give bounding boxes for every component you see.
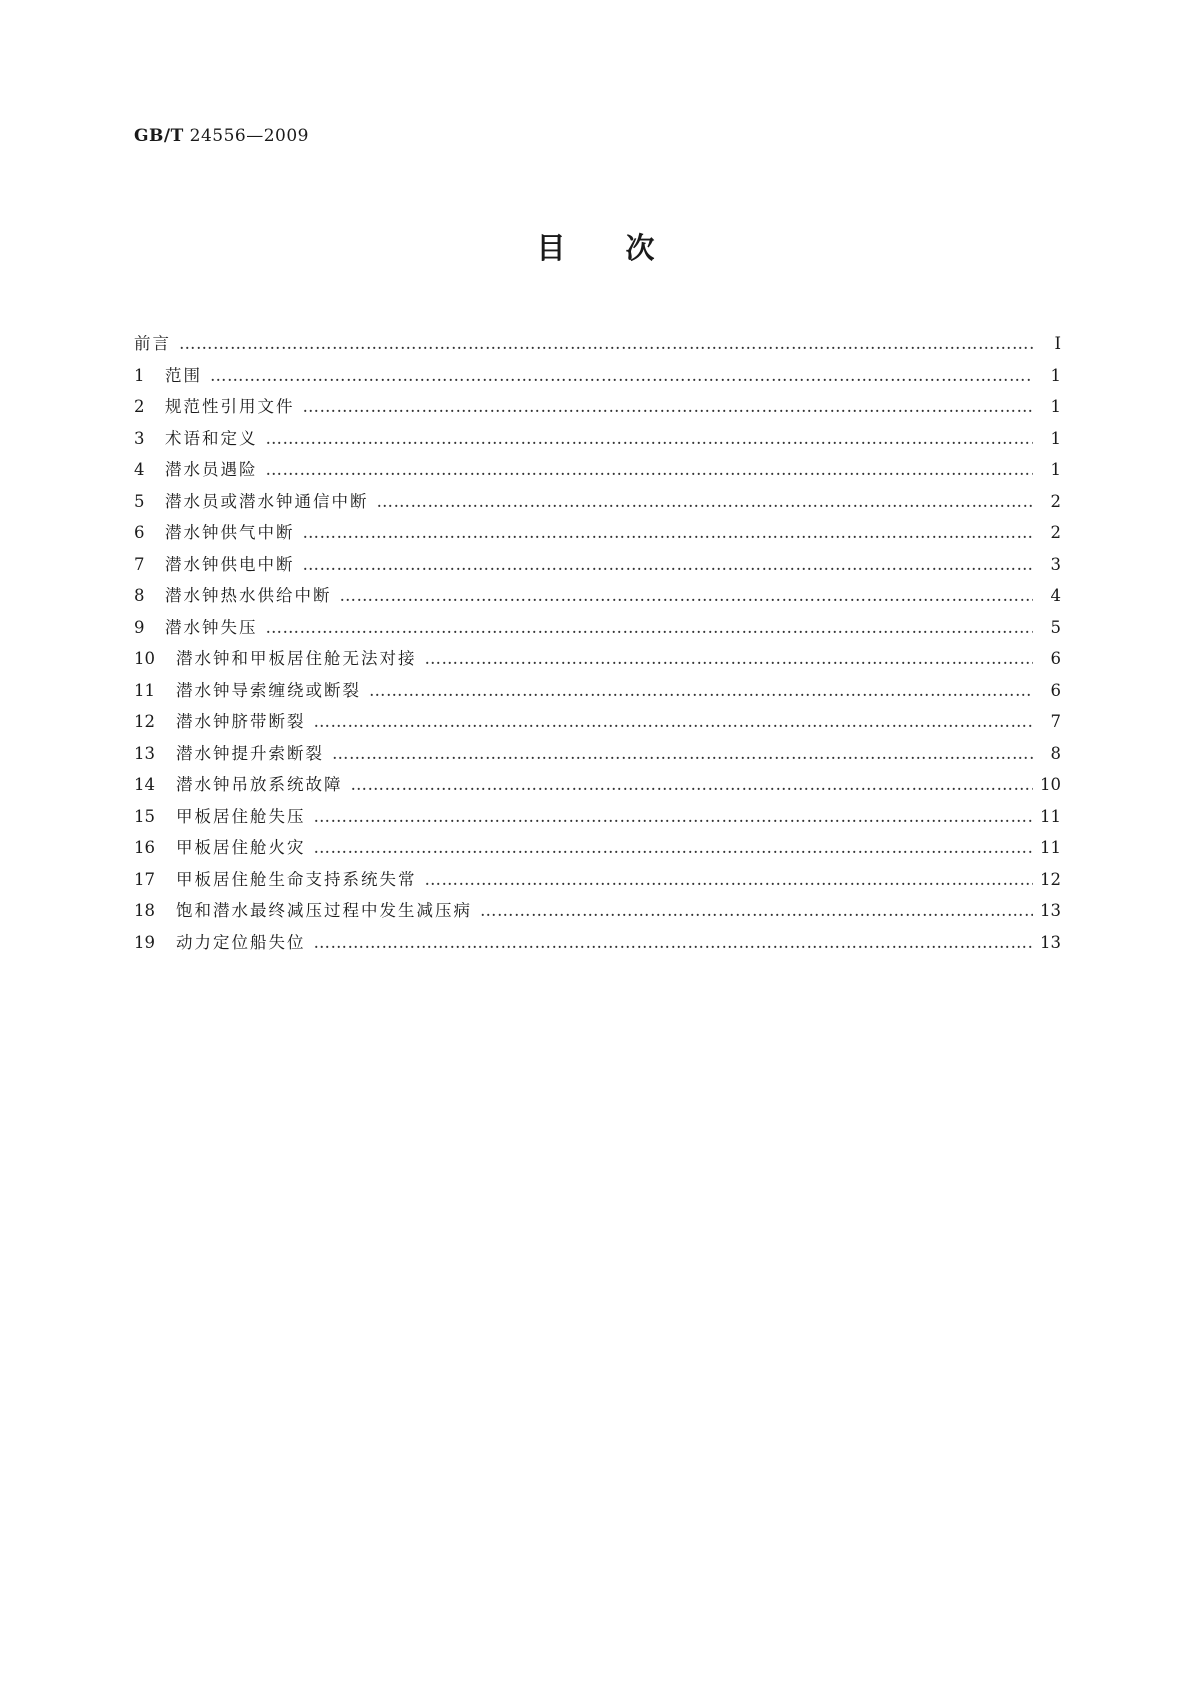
- toc-entry-number: 9: [134, 617, 145, 637]
- toc-entry-title: 潜水钟失压: [165, 617, 258, 637]
- toc-entry-page: 7: [1050, 712, 1061, 731]
- toc-entry-page: 1: [1050, 460, 1061, 479]
- standard-code: [134, 126, 309, 146]
- toc-entry-title: 范围: [165, 365, 202, 385]
- toc-entry-number: 8: [134, 586, 145, 605]
- toc-leader-dots: [314, 927, 1034, 959]
- toc-entry[interactable]: [134, 328, 1061, 360]
- toc-entry-page: 4: [1050, 586, 1061, 605]
- toc-entry[interactable]: [134, 549, 1061, 581]
- toc-entry-title: 前言: [134, 334, 171, 353]
- toc-entry-number: 14: [134, 775, 155, 794]
- table-of-contents: [134, 328, 1061, 958]
- toc-entry-number: 11: [134, 680, 155, 700]
- toc-entry[interactable]: [134, 927, 1061, 959]
- toc-entry-title: 规范性引用文件: [165, 397, 295, 416]
- toc-entry-number: 6: [134, 523, 145, 542]
- toc-leader-dots: [314, 832, 1034, 864]
- toc-entry[interactable]: [134, 706, 1061, 738]
- toc-entry[interactable]: [134, 738, 1061, 770]
- toc-entry-page: 3: [1050, 554, 1061, 574]
- toc-leader-dots: [340, 580, 1034, 612]
- toc-leader-dots: [266, 612, 1034, 644]
- toc-leader-dots: [210, 360, 1033, 392]
- toc-entry-number: 5: [134, 491, 145, 511]
- toc-entry-title: 潜水钟提升索断裂: [176, 743, 324, 763]
- standard-number: 24556—2009: [189, 126, 309, 146]
- toc-entry-page: 10: [1040, 775, 1061, 794]
- toc-leader-dots: [425, 643, 1034, 675]
- toc-entry-number: 15: [134, 806, 155, 826]
- toc-leader-dots: [303, 517, 1034, 549]
- toc-leader-dots: [266, 454, 1034, 486]
- toc-entry-page: 13: [1040, 901, 1061, 920]
- toc-entry-number: 17: [134, 869, 155, 889]
- toc-entry[interactable]: [134, 675, 1061, 707]
- toc-leader-dots: [303, 391, 1034, 423]
- toc-entry-title: 潜水钟和甲板居住舱无法对接: [176, 649, 417, 668]
- toc-entry-page: 6: [1050, 680, 1061, 700]
- toc-entry-title: 潜水员或潜水钟通信中断: [165, 491, 369, 511]
- toc-entry-page: Ⅰ: [1054, 334, 1061, 353]
- toc-entry-page: 1: [1050, 397, 1061, 416]
- toc-entry[interactable]: [134, 864, 1061, 896]
- toc-entry-number: 10: [134, 649, 155, 668]
- toc-leader-dots: [351, 769, 1034, 801]
- toc-entry[interactable]: [134, 391, 1061, 423]
- toc-entry-number: 1: [134, 365, 145, 385]
- toc-leader-dots: [179, 328, 1033, 360]
- toc-entry-title: 潜水钟供电中断: [165, 554, 295, 574]
- toc-leader-dots: [314, 706, 1034, 738]
- toc-leader-dots: [332, 738, 1033, 770]
- toc-entry[interactable]: [134, 895, 1061, 927]
- toc-entry-number: 3: [134, 428, 145, 448]
- toc-entry-page: 8: [1050, 743, 1061, 763]
- toc-entry-title: 动力定位船失位: [176, 932, 306, 952]
- toc-entry-title: 潜水钟热水供给中断: [165, 586, 332, 605]
- toc-entry-number: 2: [134, 397, 145, 416]
- toc-entry-page: 11: [1040, 838, 1061, 857]
- toc-entry-number: 7: [134, 554, 145, 574]
- toc-entry-number: 18: [134, 901, 155, 920]
- toc-entry[interactable]: [134, 517, 1061, 549]
- toc-entry[interactable]: [134, 454, 1061, 486]
- toc-leader-dots: [425, 864, 1034, 896]
- toc-entry-title: 甲板居住舱火灾: [176, 838, 306, 857]
- toc-entry-number: 16: [134, 838, 155, 857]
- toc-entry-title: 潜水钟脐带断裂: [176, 712, 306, 731]
- toc-entry-title: 潜水钟导索缠绕或断裂: [176, 680, 361, 700]
- toc-entry[interactable]: [134, 360, 1061, 392]
- toc-leader-dots: [303, 549, 1034, 581]
- toc-leader-dots: [480, 895, 1033, 927]
- toc-entry-title: 潜水钟吊放系统故障: [176, 775, 343, 794]
- toc-entry-page: 2: [1050, 523, 1061, 542]
- toc-entry[interactable]: [134, 612, 1061, 644]
- toc-entry-title: 甲板居住舱生命支持系统失常: [176, 869, 417, 889]
- toc-entry-title: 甲板居住舱失压: [176, 806, 306, 826]
- toc-entry[interactable]: [134, 643, 1061, 675]
- toc-entry-number: 19: [134, 932, 155, 952]
- toc-entry[interactable]: [134, 801, 1061, 833]
- toc-entry-number: 12: [134, 712, 155, 731]
- toc-entry-number: 4: [134, 460, 145, 479]
- toc-entry-title: 饱和潜水最终减压过程中发生减压病: [176, 901, 472, 920]
- toc-entry[interactable]: [134, 580, 1061, 612]
- toc-entry-page: 1: [1050, 365, 1061, 385]
- toc-leader-dots: [266, 423, 1034, 455]
- toc-entry-page: 11: [1040, 806, 1061, 826]
- toc-entry[interactable]: [134, 832, 1061, 864]
- toc-entry[interactable]: [134, 486, 1061, 518]
- toc-entry-page: 1: [1050, 428, 1061, 448]
- toc-leader-dots: [314, 801, 1034, 833]
- toc-entry-page: 12: [1040, 869, 1061, 889]
- toc-entry[interactable]: [134, 769, 1061, 801]
- toc-entry-number: 13: [134, 743, 155, 763]
- toc-entry-title: 潜水钟供气中断: [165, 523, 295, 542]
- toc-leader-dots: [369, 675, 1033, 707]
- toc-entry-title: 潜水员遇险: [165, 460, 258, 479]
- toc-entry-page: 13: [1040, 932, 1061, 952]
- standard-prefix: GB/T: [134, 126, 184, 146]
- toc-leader-dots: [377, 486, 1034, 518]
- page-title: 目次: [536, 231, 715, 265]
- toc-entry-page: 2: [1050, 491, 1061, 511]
- toc-entry-page: 6: [1050, 649, 1061, 668]
- toc-entry-page: 5: [1050, 617, 1061, 637]
- toc-entry[interactable]: [134, 423, 1061, 455]
- toc-entry-title: 术语和定义: [165, 428, 258, 448]
